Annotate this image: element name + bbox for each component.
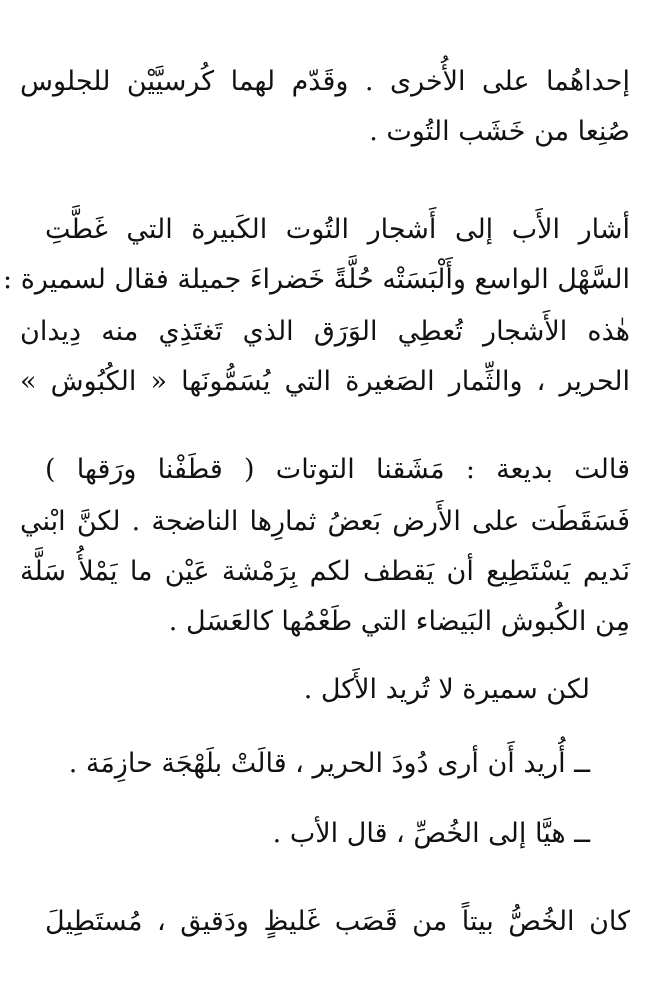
paragraph-5-line-1: كان الخُصُّ بيتاً من قَصَب غَليظٍ ودَقيق ، مُستَطِيلَ [45,906,630,937]
dialogue-line-1: ــ أُريد أَن أرى دُودَ الحرير ، قالَتْ بلَهْجَة حازِمَة . [68,748,590,779]
paragraph-4-line-1: لكن سميرة لا تُريد الأَكل . [303,674,590,705]
paragraph-1-line-1: إحداهُما على الأُخرى . وقَدّم لهما كُرسيَّيْن للجلوس [20,66,630,97]
paragraph-3-line-4: مِن الكُبوش البَيضاء التي طَعْمُها كالعَسَل . [168,606,630,637]
paragraph-3-line-1: قالت بديعة : مَشَقنا التوتات ( قطَفْنا ورَقها ) [45,454,630,485]
dialogue-line-2: ــ هيَّا إلى الخُصِّ ، قال الأب . [272,818,590,849]
paragraph-2-line-2: السَّهْل الواسع وأَلْبَسَتْه حُلَّةً خَضراءَ جميلة فقال لسميرة : [3,264,630,295]
paragraph-2-line-3: هٰذه الأَشجار تُعطِي الوَرَق الذي تَغتَذِي منه دِيدان [20,316,630,347]
paragraph-2-line-1: أشار الأَب إلى أَشجار التُوت الكَبيرة التي غَطَّتِ [45,214,630,245]
paragraph-2-line-4: الحرير ، والثِّمار الصَغيرة التي يُسَمُّونَها « الكُبُوش » [20,366,630,397]
paragraph-3-line-2: فَسَقَطَت على الأَرض بَعضُ ثمارِها الناضجة . لكنَّ ابْني [20,506,630,537]
paragraph-1-line-2: صُنِعا من خَشَب التُوت . [369,116,630,147]
paragraph-3-line-3: نَديم يَسْتَطِيع أن يَقطف لكم بِرَمْشة عَيْن ما يَمْلأُ سَلَّة [20,556,630,587]
